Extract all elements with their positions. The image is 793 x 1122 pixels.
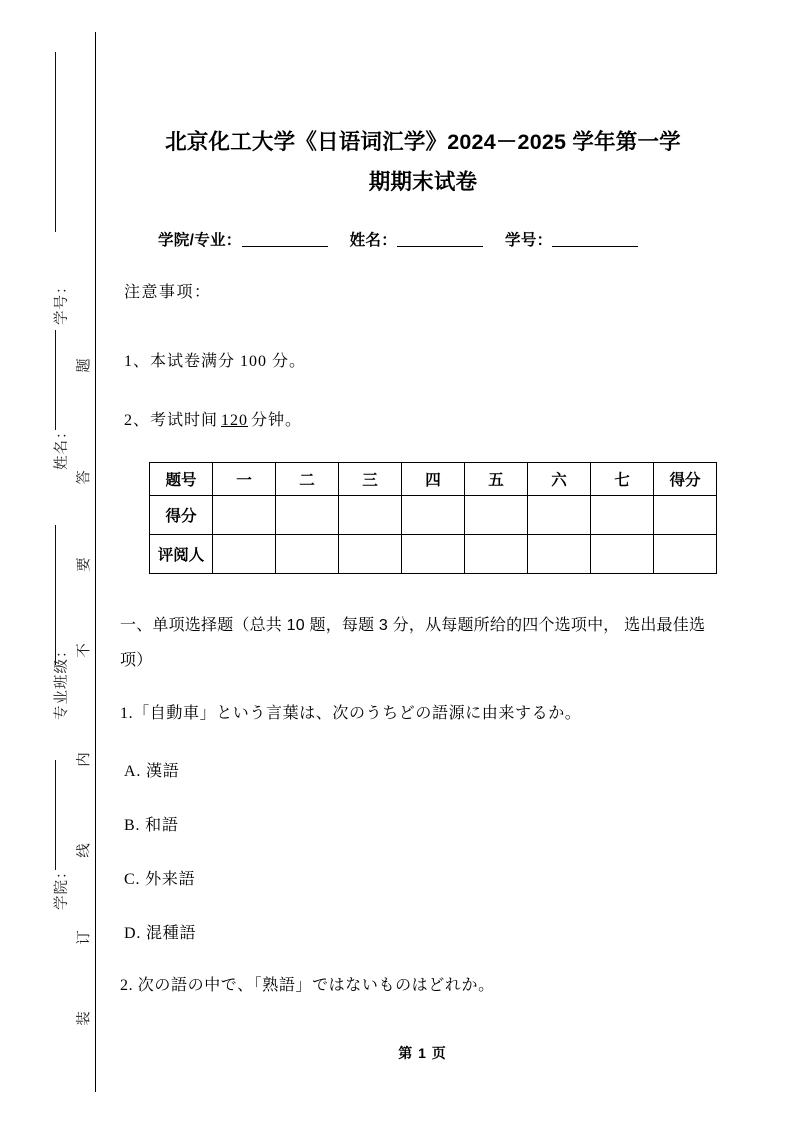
- sidebar-char-4: 不: [76, 643, 93, 658]
- score-table-header-7: 七: [591, 463, 654, 496]
- question-1-option-d[interactable]: D. 混種語: [124, 925, 197, 942]
- name-blank[interactable]: [397, 246, 483, 247]
- score-table-header-6: 六: [528, 463, 591, 496]
- name-label: 姓名：: [349, 232, 398, 249]
- section-1-heading-line-2: 选出最佳选项）: [120, 617, 706, 669]
- exam-duration-value: 120: [221, 412, 249, 429]
- score-cell-1-2[interactable]: [339, 535, 402, 574]
- score-row-label-0: 得分: [150, 496, 213, 535]
- score-cell-1-0[interactable]: [213, 535, 276, 574]
- question-1-option-a[interactable]: A. 漢語: [124, 763, 180, 780]
- page-title: [123, 122, 723, 202]
- score-table-header-5: 五: [465, 463, 528, 496]
- student-id-blank[interactable]: [552, 246, 638, 247]
- sidebar-label-college: 学院：: [54, 863, 70, 910]
- score-cell-1-5[interactable]: [528, 535, 591, 574]
- score-table: [149, 462, 717, 574]
- sidebar-char-8: 装: [76, 1011, 93, 1026]
- score-cell-0-0[interactable]: [213, 496, 276, 535]
- sidebar-char-6: 线: [76, 843, 93, 858]
- score-cell-0-6[interactable]: [591, 496, 654, 535]
- binding-sidebar: [0, 0, 100, 1122]
- table-row-header: [150, 463, 717, 496]
- table-row: [150, 496, 717, 535]
- section-1-heading: [120, 608, 724, 678]
- sidebar-solid-rule: [95, 32, 96, 1092]
- score-table-header-3: 三: [339, 463, 402, 496]
- score-cell-1-1[interactable]: [276, 535, 339, 574]
- score-cell-0-7[interactable]: [654, 496, 717, 535]
- score-table-header-8: 得分: [654, 463, 717, 496]
- score-cell-0-4[interactable]: [465, 496, 528, 535]
- college-major-blank[interactable]: [242, 246, 328, 247]
- score-cell-0-5[interactable]: [528, 496, 591, 535]
- sidebar-char-5: 内: [76, 752, 93, 767]
- sidebar-label-student-id: 学号：: [54, 278, 70, 325]
- page-footer: 第 1 页: [398, 1045, 447, 1061]
- notice-item-1: 1、本试卷满分 100 分。: [124, 353, 307, 370]
- score-table-header-0: 题号: [150, 463, 213, 496]
- score-cell-0-2[interactable]: [339, 496, 402, 535]
- college-major-label: 学院/专业：: [158, 232, 242, 249]
- score-cell-1-6[interactable]: [591, 535, 654, 574]
- score-table-header-1: 一: [213, 463, 276, 496]
- sidebar-char-1: 题: [76, 358, 93, 373]
- score-cell-0-1[interactable]: [276, 496, 339, 535]
- question-1-option-b[interactable]: B. 和語: [124, 817, 179, 834]
- question-1-text: 1.「自動車」という言葉は、次のうちどの語源に由来するか。: [120, 705, 582, 722]
- score-cell-1-3[interactable]: [402, 535, 465, 574]
- sidebar-char-2: 答: [76, 470, 93, 485]
- table-row: [150, 535, 717, 574]
- student-info-line: [158, 228, 638, 250]
- sidebar-char-7: 订: [76, 930, 93, 945]
- notice-item-2-suffix: 分钟。: [251, 412, 303, 429]
- score-row-label-1: 评阅人: [150, 535, 213, 574]
- page-title-line-1: 北京化工大学《日语词汇学》2024－2025 学年第一学: [165, 130, 681, 154]
- score-table-header-2: 二: [276, 463, 339, 496]
- section-1-heading-line-1: 一、单项选择题（总共 10 题，每题 3 分，从每题所给的四个选项中，: [120, 617, 620, 634]
- sidebar-label-class: 专业班级：: [54, 642, 70, 720]
- score-cell-1-4[interactable]: [465, 535, 528, 574]
- score-cell-0-3[interactable]: [402, 496, 465, 535]
- page-title-line-2: 期期末试卷: [368, 170, 478, 194]
- score-cell-1-7[interactable]: [654, 535, 717, 574]
- sidebar-dash-rule-1: [55, 52, 56, 232]
- notice-item-2: [124, 407, 302, 430]
- exam-paper-body: [120, 0, 725, 1122]
- sidebar-label-name: 姓名：: [54, 423, 70, 470]
- score-table-header-4: 四: [402, 463, 465, 496]
- sidebar-dash-rule-4: [55, 760, 56, 870]
- question-1-option-c[interactable]: C. 外来語: [124, 871, 196, 888]
- sidebar-char-3: 要: [76, 557, 93, 572]
- student-id-label: 学号：: [505, 232, 553, 249]
- notice-item-2-prefix: 2、考试时间: [124, 412, 219, 429]
- sidebar-dash-rule-2: [55, 330, 56, 430]
- question-2-text: 2. 次の語の中で、「熟語」ではないものはどれか。: [120, 977, 495, 994]
- notices-heading: 注意事项：: [124, 284, 212, 301]
